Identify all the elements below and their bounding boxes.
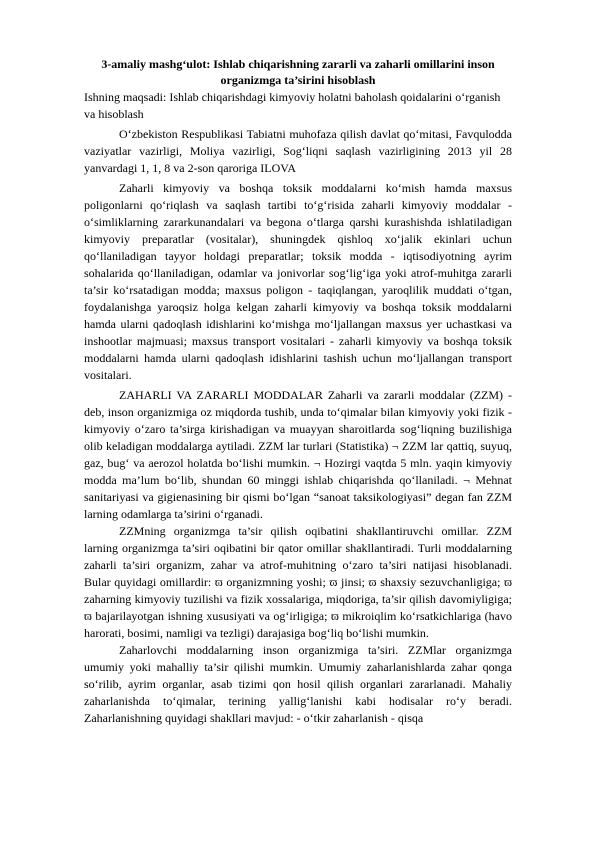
paragraph-toxic-substances: ZAHARLI VA ZARARLI MODDALAR Zaharli va zararli moddalar (ZZM) - deb, inson organizmiga oz miqdorda tushib, unda to‘qimalar bilan kimyoviy yoki fizik - kimyoviy o‘zaro ta’sirga kirishadigan va muayyan sharoitlarda sog‘liqning buzilishiga olib keladigan moddalarga aytiladi. ZZM lar turlari (Statistika) ¬ ZZM lar qattiq, suyuq, gaz, bug‘ va aerozol holatda bo‘lishi mumkin. ¬ Hozirgi vaqtda 5 mln. yaqin kimyoviy modda ma’lum bo‘lib, shundan 60 minggi ishlab chiqarishda qo‘llaniladi. ¬ Mehnat sanitariyasi va gigienasining bir qismi bo‘lgan “sanoat taksikologiyasi” degan fan ZZM larning odamlarga ta’sirini o‘rganadi. [84, 388, 512, 521]
document-page [84, 56, 512, 727]
purpose-statement: Ishning maqsadi: Ishlab chiqarishdagi kimyoviy holatni baholash qoidalarini o‘rganish va hisoblash [84, 90, 501, 121]
document-title: 3-amaliy mashg‘ulot: Ishlab chiqarishning zararli va zaharli omillarini inson organizmga ta’sirini hisoblash [101, 57, 495, 87]
paragraph-effects-on-body: Zaharlovchi moddalarning inson organizmiga ta’siri. ZZMlar organizmga umumiy yoki mahalliy ta’sir qilishi mumkin. Umumiy zaharlanishlarda zahar qonga so‘rilib, ayrim organlar, asab tizimi qon hosil qilish organlari zararlanadi. Mahaliy zaharlanishda to‘qimalar, terining yallig‘lanishi kabi hodisalar ro‘y beradi. Zaharlanishning quyidagi shakllari mavjud: - o‘tkir zaharlanish - qisqa [84, 643, 512, 725]
paragraph-resolution: O‘zbekiston Respublikasi Tabiatni muhofaza qilish davlat qo‘mitasi, Favqulodda vaziyatlar vazirligi, Moliya vazirligi, Sog‘liqni saqlash vazirligining 2013 yil 28 yanvardagi 1, 1, 8 va 2-son qaroriga ILOVA [84, 127, 512, 175]
paragraph-influencing-factors: ZZMning organizmga ta’sir qilish oqibatini shakllantiruvchi omillar. ZZM larning organizmga ta’siri oqibatini bir qator omillar shakllantiradi. Turli moddalarning zaharli ta’siri organizm, zahar va atrof-muhitning o‘zaro ta’siri natijasi hisoblanadi. Bular quyidagi omillardir: ϖ organizmning yoshi; ϖ jinsi; ϖ shaxsiy sezuvchanligiga; ϖ zaharning kimyoviy tuzilishi va fizik xossalariga, miqdoriga, ta’sir qilish davomiyligiga; ϖ bajarilayotgan ishning xususiyati va og‘irligiga; ϖ mikroiqlim ko‘rsatkichlariga (havo harorati, bosimi, namligi va tezligi) darajasiga bog‘liq bo‘lishi mumkin. [84, 524, 512, 640]
paragraph-burial-procedure: Zaharli kimyoviy va boshqa toksik moddalarni ko‘mish hamda maxsus poligonlarni qo‘riqlash va saqlash tartibi to‘g‘risida zaharli kimyoviy moddalar - o‘simliklarning zararkunandalari va begona o‘tlarga qarshi kurashishda ishlatiladigan kimyoviy preparatlar (vositalar), shuningdek qishloq xo‘jalik ekinlari uchun qo‘llaniladigan tayyor holdagi preparatlar; toksik modda - iqtisodiyotning ayrim sohalarida qo‘llaniladigan, odamlar va jonivorlar sog‘lig‘iga yoki atrof-muhitga zararli ta’sir ko‘rsatadigan modda; maxsus poligon - taqiqlangan, yaroqlilik muddati o‘tgan, foydalanishga yaroqsiz holga kelgan zaharli kimyoviy va boshqa toksik moddalarni hamda ularni qadoqlash idishlarini ko‘mishga mo‘ljallangan maxsus yer uchastkasi va inshootlar majmuasi; maxsus transport vositalari - zaharli kimyoviy va boshqa toksik moddalarni hamda ularni qadoqlash idishlarini tashish uchun mo‘ljallangan transport vositalari. [84, 181, 512, 382]
